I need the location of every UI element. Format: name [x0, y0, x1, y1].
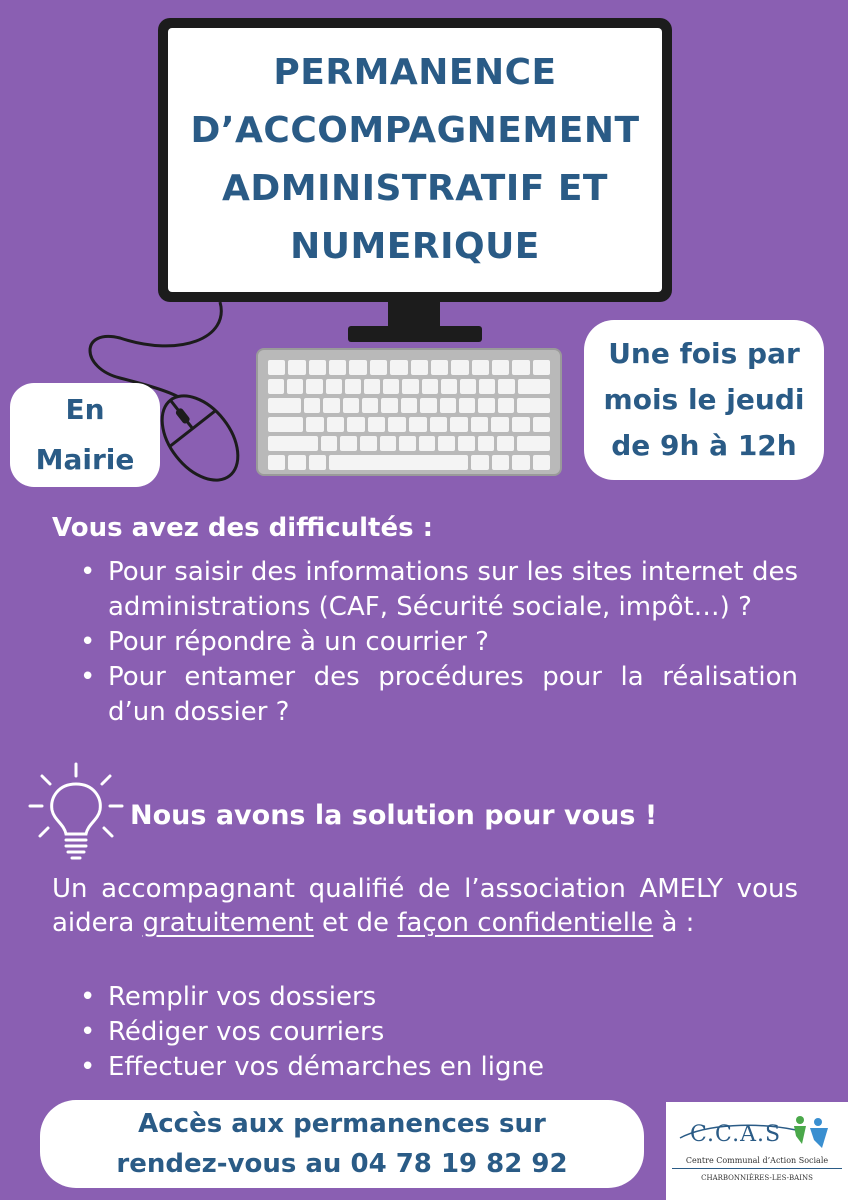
location-badge	[10, 383, 160, 487]
monitor-icon	[158, 18, 672, 302]
list-item: • Remplir vos dossiers	[72, 980, 798, 1015]
title-line-2: D’ACCOMPAGNEMENT	[190, 110, 640, 151]
list-item: • Pour répondre à un courrier ?	[72, 625, 798, 660]
offer-text-1: Un accompagnant qualifié de l’association AMELY vous aidera	[52, 874, 798, 938]
logo-title: C.C.A.S	[690, 1122, 782, 1147]
difficulties-heading: Vous avez des difficultés :	[52, 513, 434, 543]
schedule-line-1: Une fois par	[608, 337, 800, 370]
title-line-3: ADMINISTRATIF ET	[222, 168, 608, 209]
schedule-badge	[584, 320, 824, 480]
logo-divider	[672, 1168, 842, 1169]
logo-city: CHARBONNIÈRES-LES-BAINS	[701, 1174, 813, 1182]
schedule-line-2: mois le jeudi	[603, 383, 805, 416]
solution-heading: Nous avons la solution pour vous !	[130, 800, 658, 831]
offer-text-3: à :	[653, 908, 695, 938]
offer-underline-free: gratuitement	[142, 908, 314, 938]
list-item: • Pour entamer des procédures pour la réalisation d’un dossier ?	[72, 660, 798, 730]
difficulties-list	[72, 555, 798, 730]
logo-subtitle: Centre Communal d’Action Sociale	[685, 1156, 829, 1165]
list-item: • Effectuer vos démarches en ligne	[72, 1050, 798, 1085]
offer-text-2: et de	[313, 908, 398, 938]
contact-line-1: Accès aux permanences sur	[138, 1109, 546, 1139]
offer-underline-confidential: façon confidentielle	[397, 908, 654, 938]
location-line-2: Mairie	[35, 443, 135, 476]
title-line-4: NUMERIQUE	[290, 226, 540, 267]
logo-people-icon	[788, 1114, 834, 1154]
contact-banner	[40, 1100, 644, 1188]
lightbulb-icon	[28, 762, 124, 862]
location-line-1: En	[65, 393, 105, 426]
schedule-line-3: de 9h à 12h	[611, 429, 797, 462]
monitor-screen	[168, 28, 662, 292]
page-title	[191, 44, 640, 276]
keyboard-icon	[256, 348, 562, 476]
ccas-logo	[666, 1102, 848, 1200]
title-line-1: PERMANENCE	[273, 52, 557, 93]
list-item: • Rédiger vos courriers	[72, 1015, 798, 1050]
monitor-stand-base	[348, 326, 482, 342]
offer-paragraph	[52, 872, 798, 940]
contact-line-2: rendez-vous au 04 78 19 82 92	[116, 1149, 568, 1179]
list-item: • Pour saisir des informations sur les sites internet des administrations (CAF, Sécurité sociale, impôt…) ?	[72, 555, 798, 625]
offer-list	[72, 980, 798, 1085]
